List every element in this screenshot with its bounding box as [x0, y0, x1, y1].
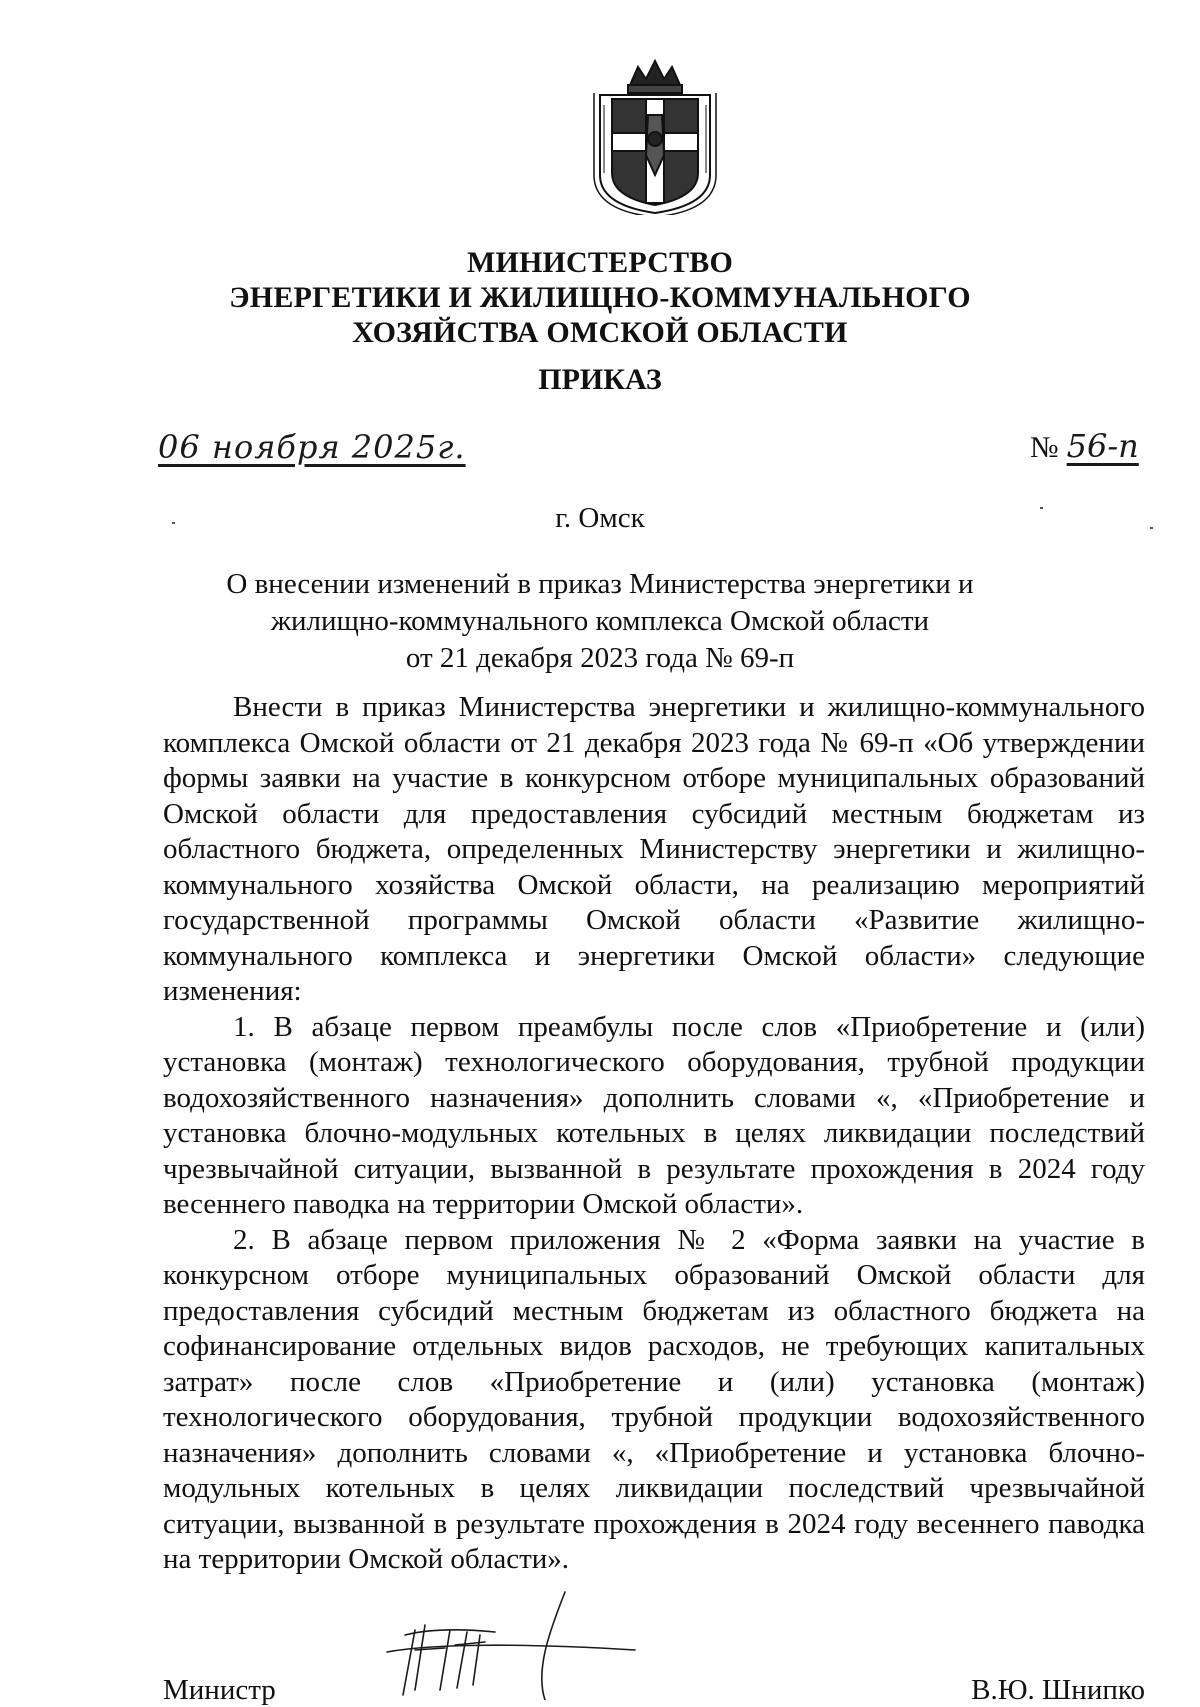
- document-type: ПРИКАЗ: [538, 363, 662, 396]
- scan-speck: [172, 522, 175, 524]
- handwritten-signature: [385, 1590, 645, 1700]
- body-intro-paragraph: Внести в приказ Министерства энергетики и жилищно-коммунального комплекса Омской области от 21 декабря 2023 года № 69-п «Об утверждении формы заявки на участие в конкурсном отборе муниципальных образований Омской области для предоставления субсидий местным бюджетам из областного бюджета, определенных Министерству энергетики и жилищно-коммунального хозяйства Омской области, на реализацию мероприятий государственной программы Омской области «Развитие жилищно-коммунального комплекса и энергетики Омской области» следующие изменения:: [163, 691, 1145, 1007]
- document-body: [163, 690, 1145, 1578]
- subject-line3: от 21 декабря 2023 года № 69-п: [405, 642, 795, 674]
- body-item-1: 1. В абзаце первом преамбулы после слов «Приобретение и (или) установка (монтаж) технологического оборудования, трубной продукции водохозяйственного назначения» дополнить словами «, «Приобретение и установка блочно-модульных котельных в целях ликвидации последствий чрезвычайной ситуации, вызванной в результате прохождения в 2024 году весеннего паводка на территории Омской области».: [163, 1010, 1145, 1220]
- signer-name: В.Ю. Шнипко: [971, 1674, 1145, 1706]
- scan-speck: [1150, 527, 1153, 529]
- number-value: 56-п: [1066, 427, 1139, 465]
- coat-of-arms-icon: [590, 55, 720, 215]
- subject-line1: О внесении изменений в приказ Министерства энергетики и: [226, 568, 974, 600]
- document-city: г. Омск: [555, 502, 645, 534]
- number-sign: №: [1030, 431, 1059, 464]
- org-name-line3: ХОЗЯЙСТВА ОМСКОЙ ОБЛАСТИ: [352, 316, 848, 349]
- org-name-line1: МИНИСТЕРСТВО: [466, 246, 734, 279]
- body-item-2: 2. В абзаце первом приложения № 2 «Форма заявки на участие в конкурсном отборе муниципальных образований Омской области для предоставления субсидий местным бюджетам из областного бюджета на софинансирование отдельных видов расходов, не требующих капитальных затрат» после слов «Приобретение и (или) установка (монтаж) технологического оборудования, трубной продукции водохозяйственного назначения» дополнить словами «, «Приобретение и установка блочно-модульных котельных в целях ликвидации последствий чрезвычайной ситуации, вызванной в результате прохождения в 2024 году весеннего паводка на территории Омской области».: [163, 1223, 1145, 1575]
- scan-speck: [1040, 507, 1043, 509]
- subject-line2: жилищно-коммунального комплекса Омской области: [270, 605, 930, 637]
- signer-title: Министр: [163, 1674, 276, 1706]
- org-name-line2: ЭНЕРГЕТИКИ И ЖИЛИЩНО-КОММУНАЛЬНОГО: [229, 281, 971, 314]
- document-number: [1030, 427, 1139, 465]
- document-date: 06 ноября 2025г.: [158, 428, 466, 466]
